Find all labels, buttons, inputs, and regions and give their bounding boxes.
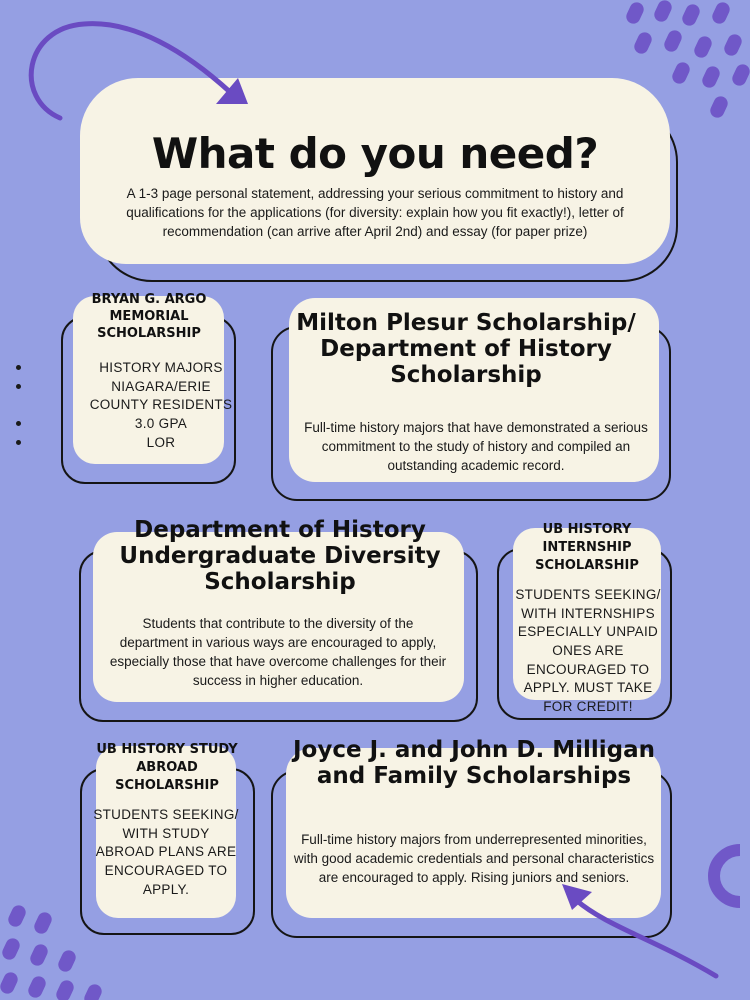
criteria-item: LOR [86,434,236,453]
internship-description: STUDENTS SEEKING/ WITH INTERNSHIPS ESPECIALLY UNPAID ONES ARE ENCOURAGED TO APPLY. MUST TAKE FOR CREDIT! [515,587,661,714]
page-title: What do you need? [151,129,599,178]
criteria-item: NIAGARA/ERIE COUNTY RESIDENTS [86,378,236,415]
diversity-description: Students that contribute to the diversity of the department in various ways are encouraged to apply, especially those that have overcome challenges for their success in higher education. [109,616,447,689]
argo-title: BRYAN G. ARGO MEMORIAL SCHOLARSHIP [91,292,207,342]
plesur-description: Full-time history majors that have demonstrated a serious commitment to the study of history and compiled an outstanding academic record. [304,420,648,474]
milligan-title: Joyce J. and John D. Milligan and Family Scholarships [293,737,655,789]
diversity-title: Department of History Undergraduate Diversity Scholarship [119,517,441,595]
abroad-title: UB HISTORY STUDY ABROAD SCHOLARSHIP [96,742,238,794]
requirements-text: A 1-3 page personal statement, addressing your serious commitment to history and qualifications for the applications (for diversity: explain how you fit exactly!), letter of recommendation (can arrive after April 2nd) and essay (for paper prize) [126,186,624,240]
curved-arrow-icon [562,884,716,976]
plesur-title: Milton Plesur Scholarship/ Department of History Scholarship [296,310,636,388]
curved-arrow-icon [31,24,248,118]
criteria-item: 3.0 GPA [86,415,236,434]
milligan-description: Full-time history majors from underrepresented minorities, with good academic credentials and personal characteristics are encouraged to apply. Rising juniors and seniors. [293,832,655,886]
internship-title: UB HISTORY INTERNSHIP SCHOLARSHIP [535,522,639,574]
abroad-description: STUDENTS SEEKING/ WITH STUDY ABROAD PLANS ARE ENCOURAGED TO APPLY. [93,807,239,897]
criteria-item: HISTORY MAJORS [86,359,236,378]
